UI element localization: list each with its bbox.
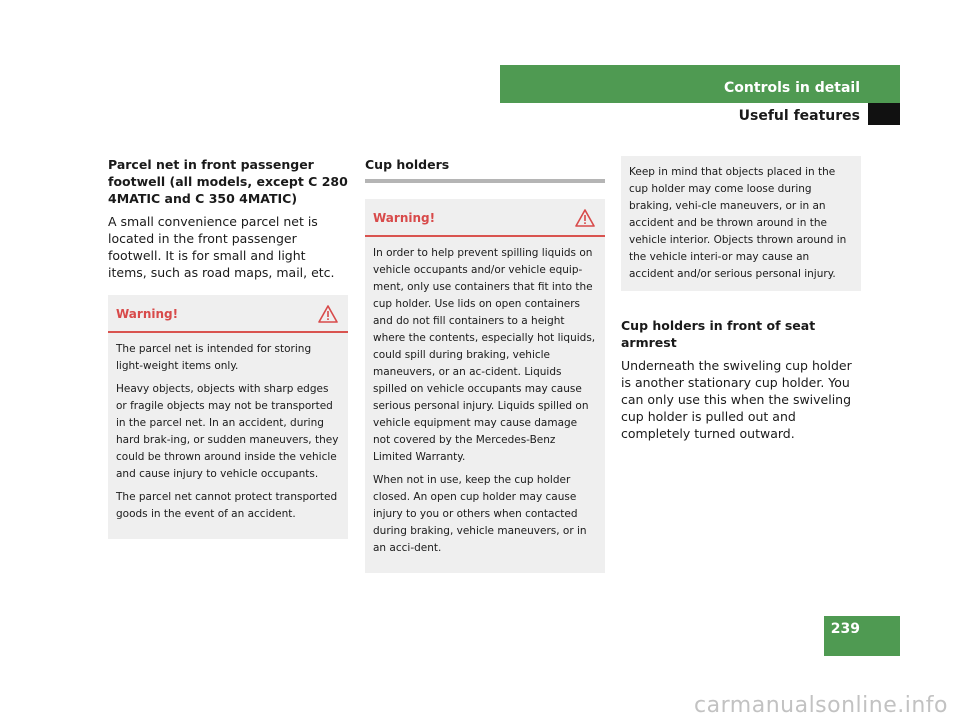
- warning-title: Warning!: [373, 210, 436, 225]
- column-cup-holders: [365, 156, 605, 573]
- warning-body: [108, 333, 348, 523]
- warning-title: Warning!: [116, 306, 179, 321]
- parcel-net-description: A small convenience parcel net is located in the front passenger footwell. It is for small and light items, such as road maps, mail, etc.: [108, 214, 335, 280]
- cup-holder-note-box: [621, 156, 861, 291]
- warning-header: [365, 199, 605, 237]
- cup-holders-warning-box: [365, 199, 605, 573]
- warning-paragraph: When not in use, keep the cup holder closed. An open cup holder may cause injury to you or others when contacted during braking, vehicle maneuvers, or in an acci-dent.: [373, 474, 587, 554]
- watermark: carmanualsonline.info: [694, 693, 948, 718]
- warning-paragraph: Heavy objects, objects with sharp edges or fragile objects may not be transported in the parcel net. In an accident, during hard brak-ing, or sudden maneuvers, they could be thrown around inside the vehicle and cause injury to vehicle occupants.: [116, 383, 339, 480]
- cup-holders-heading: Cup holders: [365, 156, 605, 183]
- armrest-cup-holders-description: Underneath the swiveling cup holder is another stationary cup holder. You can only use this when the swiveling cup holder is pulled out and completely turned outward.: [621, 358, 852, 441]
- armrest-cup-holders-heading: Cup holders in front of seat armrest: [621, 318, 816, 350]
- page-number-box: [824, 616, 900, 656]
- warning-triangle-icon: [575, 209, 595, 227]
- parcel-net-heading: Parcel net in front passenger footwell (all models, except C 280 4MATIC and C 350 4MATIC): [108, 157, 348, 206]
- warning-header: [108, 295, 348, 333]
- page-number: 239: [830, 621, 860, 637]
- warning-paragraph: The parcel net is intended for storing light-weight items only.: [116, 343, 312, 372]
- parcel-net-warning-box: [108, 295, 348, 539]
- column-cup-holder-notes: [621, 156, 861, 456]
- warning-triangle-icon: [318, 305, 338, 323]
- warning-paragraph: The parcel net cannot protect transported goods in the event of an accident.: [116, 491, 338, 520]
- warning-body: [365, 237, 605, 557]
- header-section-title: Controls in detail: [724, 80, 860, 96]
- column-parcel-net: [108, 156, 348, 539]
- warning-paragraph: In order to help prevent spilling liquids on vehicle occupants and/or vehicle equip-ment, only use containers that fit into the cup holder. Use lids on open containers and do not fill containers to a height where the contents, especially hot liquids, could spill during braking, vehicle maneuvers, or an ac-cident. Liquids spilled on vehicle occupants may cause serious personal injury. Liquids spilled on vehicle equipment may cause damage not covered by the Mercedes-Benz Limited Warranty.: [373, 247, 596, 463]
- header-bar: [500, 65, 900, 103]
- note-text: Keep in mind that objects placed in the cup holder may come loose during braking, vehi-cle maneuvers, or in an accident and be thrown around in the vehicle interior. Objects thrown around in the vehicle interi-or may cause an accident and/or serious personal injury.: [629, 166, 847, 280]
- header-tab-marker: [868, 103, 900, 125]
- header-subsection-title: Useful features: [738, 108, 860, 124]
